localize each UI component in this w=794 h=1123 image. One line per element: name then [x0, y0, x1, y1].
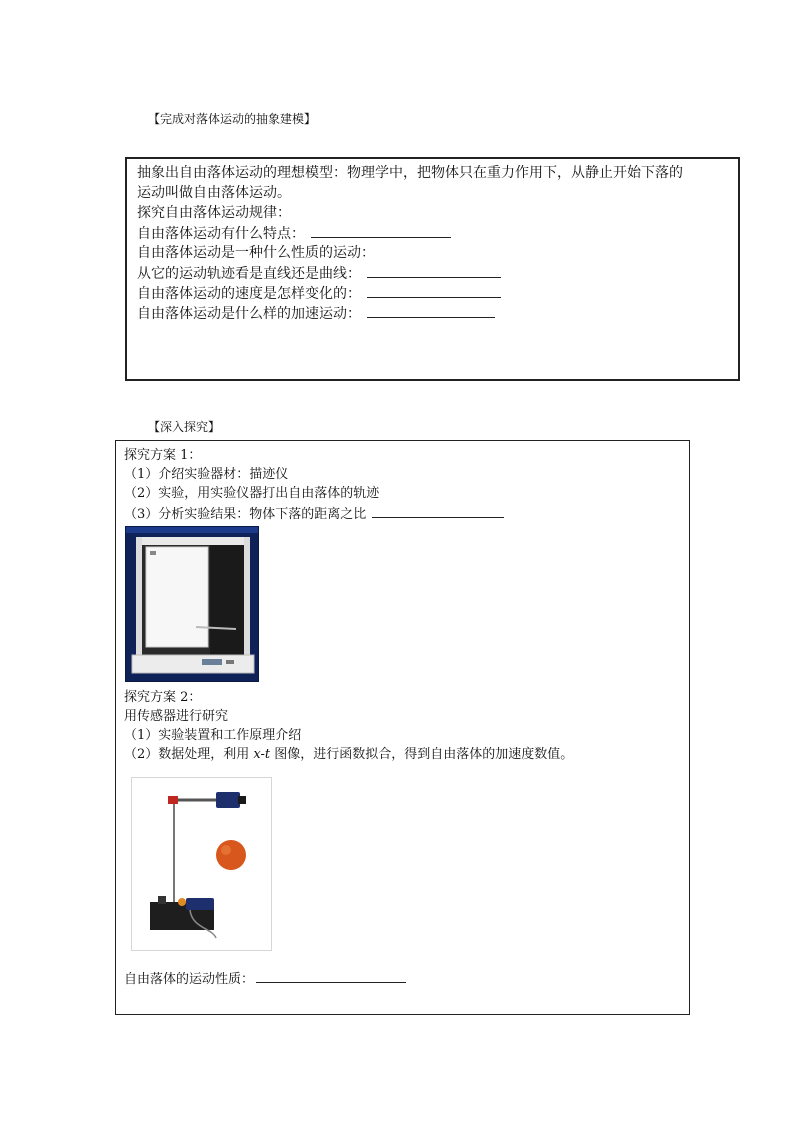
plan1-item-2: （2）实验，用实验仪器打出自由落体的轨迹: [124, 486, 380, 501]
acceleration-question: [137, 303, 495, 324]
section-heading-deep-explore: 【深入探究】: [148, 420, 221, 434]
plan2-subtitle: 用传感器进行研究: [124, 709, 229, 724]
acceleration-question-label: 自由落体运动是什么样的加速运动：: [137, 306, 361, 322]
trace-recorder-photo: [125, 526, 259, 682]
acceleration-answer-blank[interactable]: [367, 303, 495, 318]
plan2-title: 探究方案 2：: [124, 690, 202, 705]
velocity-question-label: 自由落体运动的速度是怎样变化的：: [137, 286, 361, 302]
explore-laws-line: 探究自由落体运动规律：: [137, 205, 291, 221]
model-definition-line-2: 运动叫做自由落体运动。: [137, 185, 291, 201]
plan1-item-1: （1）介绍实验器材：描迹仪: [124, 467, 289, 482]
conclusion-line: [124, 968, 406, 990]
velocity-answer-blank[interactable]: [367, 283, 501, 298]
conclusion-label: 自由落体的运动性质：: [124, 972, 255, 987]
feature-question: [137, 223, 451, 244]
velocity-question: [137, 283, 501, 304]
trajectory-answer-blank[interactable]: [367, 263, 501, 278]
section-heading-modeling: 【完成对落体运动的抽象建模】: [148, 112, 317, 126]
plan2-item-2: [124, 745, 573, 765]
plan2-item-2-italic: x-t: [253, 747, 271, 762]
plan2-item-2-suffix: 图像，进行函数拟合，得到自由落体的加速度数值。: [270, 747, 574, 762]
trajectory-question-label: 从它的运动轨迹看是直线还是曲线：: [137, 266, 361, 282]
plan1-item-3: [124, 503, 504, 525]
motion-sensor-ball-photo: [131, 777, 272, 951]
trajectory-question: [137, 263, 501, 284]
motion-nature-blank[interactable]: [256, 968, 406, 983]
plan2-item-2-prefix: （2）数据处理，利用: [124, 747, 254, 762]
distance-ratio-blank[interactable]: [372, 503, 504, 518]
feature-answer-blank[interactable]: [311, 223, 451, 238]
nature-question: 自由落体运动是一种什么性质的运动：: [137, 245, 375, 261]
model-definition-line-1: 抽象出自由落体运动的理想模型：物理学中，把物体只在重力作用下，从静止开始下落的: [137, 165, 683, 181]
motion-sensor-icon: [132, 778, 272, 951]
plan2-item-1: （1）实验装置和工作原理介绍: [124, 728, 302, 743]
feature-question-label: 自由落体运动有什么特点：: [137, 226, 305, 242]
plan1-title: 探究方案 1：: [124, 448, 202, 463]
trace-recorder-icon: [126, 527, 259, 682]
plan1-item-3-label: （3）分析实验结果：物体下落的距离之比: [124, 507, 367, 522]
